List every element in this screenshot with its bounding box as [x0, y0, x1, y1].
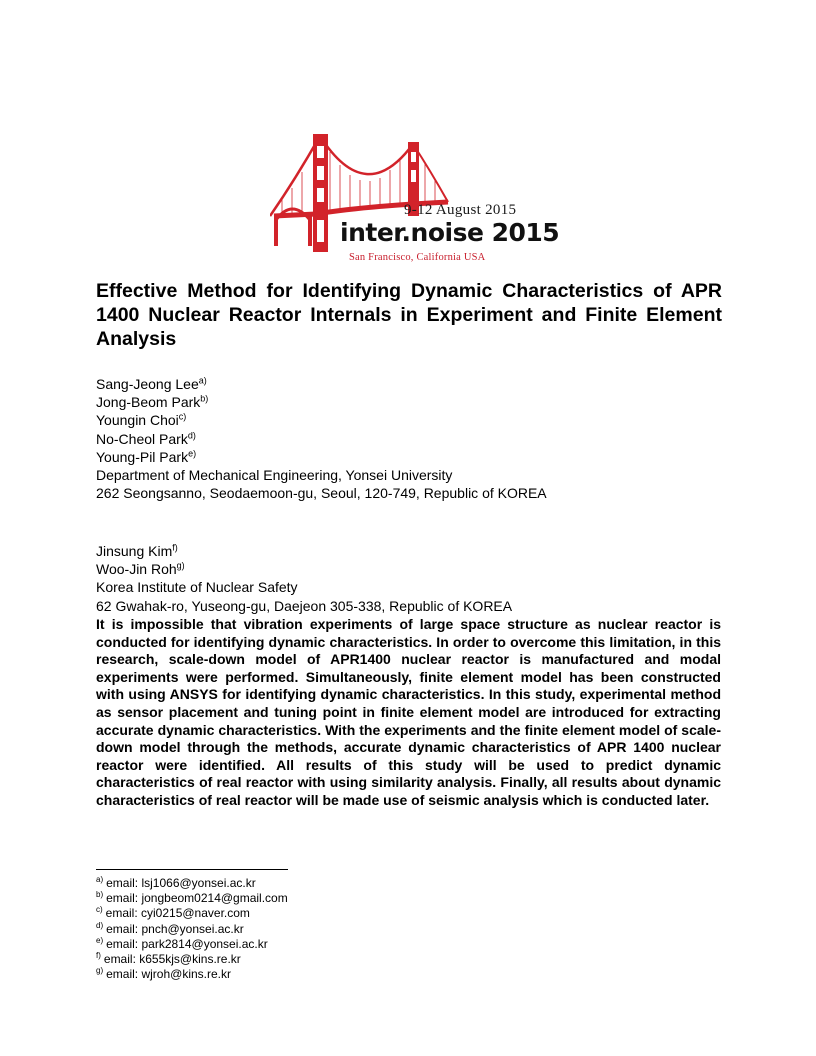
footnotes — [96, 876, 288, 982]
logo-name: inter.noise 2015 — [340, 218, 560, 247]
footnote-divider — [96, 869, 288, 870]
author-name: Jinsung Kim$^{f)}$ — [96, 542, 178, 559]
author-name: Young-Pil Park$^{e)}$ — [96, 448, 197, 465]
logo-place: San Francisco, California USA — [349, 252, 486, 263]
author-name: Sang-Jeong Lee$^{a)}$ — [96, 375, 207, 392]
affiliation-address: 262 Seongsanno, Seodaemoon-gu, Seoul, 120-749, Republic of KOREA — [96, 485, 547, 502]
author-name: Jong-Beom Park$^{b)}$ — [96, 393, 209, 411]
affiliation-dept: Korea Institute of Nuclear Safety — [96, 579, 298, 596]
author-block-1 — [96, 375, 736, 502]
golden-gate-bridge-icon — [270, 128, 560, 268]
footnote: $^{g)}$ email: wjroh@kins.re.kr — [96, 966, 231, 982]
author-name: Youngin Choi$^{c)}$ — [96, 411, 187, 429]
author-name: No-Cheol Park$^{d)}$ — [96, 429, 196, 447]
author-block-2 — [96, 542, 736, 615]
paper-title: Effective Method for Identifying Dynamic Characteristics of APR 1400 Nuclear Reactor Internals in Experiment and Finite Element Analysis — [96, 280, 722, 350]
affiliation-address: 62 Gwahak-ro, Yuseong-gu, Daejeon 305-338, Republic of KOREA — [96, 597, 513, 614]
abstract: It is impossible that vibration experiments of large space structure as nuclear reactor is conducted for identifying dynamic characteristics. In order to overcome this limitation, in this research, scale-down model of APR1400 nuclear reactor is manufactured and modal experiments were performed. Simultaneously, finite element model has been constructed with using ANSYS for identifying dynamic characteristics. In this study, experimental method as sensor placement and tuning point in finite element model are introduced for extracting accurate dynamic characteristics. With the experiments and the finite element model of scale-down model through the methods, accurate dynamic characteristics of APR 1400 nuclear reactor were identified. All results of this study will be used to predict dynamic characteristics of real reactor with using similarity analysis. Finally, all results about dynamic characteristics of real reactor will be made use of seismic analysis which is conducted later. — [96, 616, 721, 808]
conference-logo — [270, 128, 560, 268]
logo-date: 9-12 August 2015 — [404, 202, 517, 218]
footnote: $^{f)}$ email: k655kjs@kins.re.kr — [96, 951, 241, 967]
affiliation-dept: Department of Mechanical Engineering, Yonsei University — [96, 467, 453, 484]
footnote: $^{d)}$ email: pnch@yonsei.ac.kr — [96, 920, 244, 936]
footnote: $^{b)}$ email: jongbeom0214@gmail.com — [96, 890, 288, 906]
footnote: $^{c)}$ email: cyi0215@naver.com — [96, 905, 250, 921]
footnote: $^{e)}$ email: park2814@yonsei.ac.kr — [96, 935, 268, 951]
footnote: $^{a)}$ email: lsj1066@yonsei.ac.kr — [96, 875, 256, 890]
author-name: Woo-Jin Roh$^{g)}$ — [96, 560, 185, 578]
